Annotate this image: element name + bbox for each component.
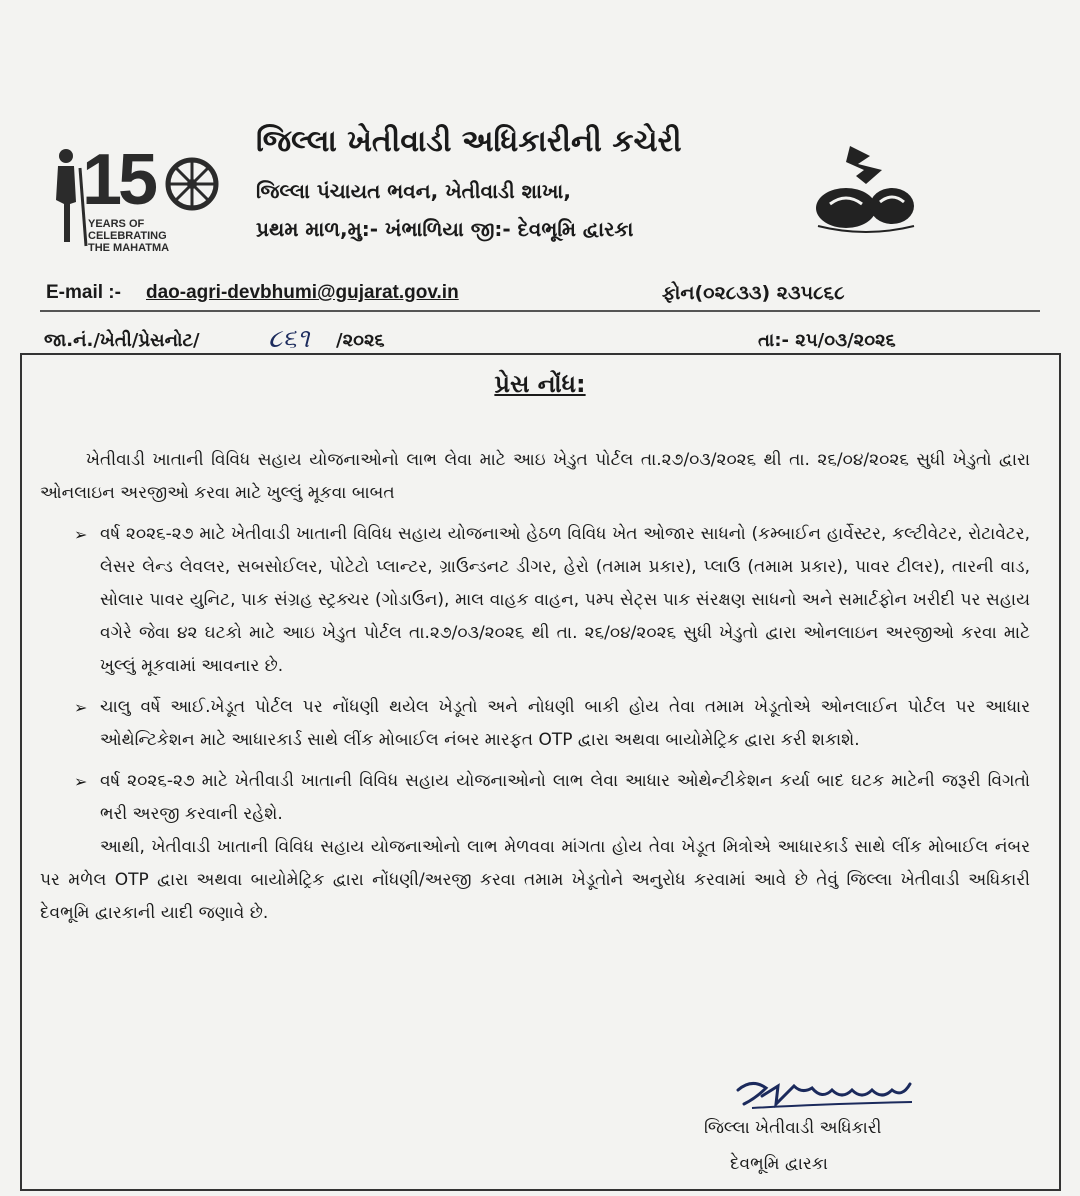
notice-bullet-1: ➢ વર્ષ ૨૦૨૬-૨૭ માટે ખેતીવાડી ખાતાની વિવિધ સહાય યોજનાઓ હેઠળ વિવિધ ખેત ઓજાર સાધનો (કમ્બાઈન હાર્વેસ્ટર, કલ્ટીવેટર, રોટાવેટર, લેસર લેન્ડ લેવલર, સબસોઈલર, પોટેટો પ્લાન્ટર, ગ્રાઉન્ડનટ ડીગર, હેરો (તમામ પ્રકાર), પ્લાઉ (તમામ પ્રકાર), પાવર ટીલર), તારની વાડ, સોલાર પાવર યુનિટ, પાક સંગ્રહ સ્ટ્રક્ચર (ગોડાઉન), માલ વાહક વાહન, પમ્પ સેટ્સ પાક સંરક્ષણ સાધનો અને સમાર્ટફોન ખરીદી પર સહાય વગેરે જેવા ૪૨ ઘટકો માટે આઇ ખેડુત પોર્ટલ તા.૨૭/૦૩/૨૦૨૬ થી તા. ૨૬/૦૪/૨૦૨૬ સુધી ખેડુતો દ્વારા ઓનલાઇન અરજીઓ કરવા માટે ખુલ્લું મૂકવામાં આવનાર છે. <box>100 518 1030 683</box>
header-divider <box>40 310 1040 312</box>
press-note-title: પ્રેસ નોંધ: <box>494 370 586 398</box>
phone-number: ફોન(૦૨૮૩૩) ૨૩૫૮૬૮ <box>662 282 845 304</box>
reference-number-handwritten: ૮૬૧ <box>268 324 310 354</box>
signatory-designation: જિલ્લા ખેતીવાડી અધિકારી <box>704 1118 882 1138</box>
office-title: જિલ્લા ખેતીવાડી અધિકારીની કચેરી <box>256 124 682 159</box>
reference-prefix: જા.નં./ખેતી/પ્રેસનોટ/ <box>44 330 200 351</box>
reference-row <box>44 326 1044 354</box>
office-address-line-2: પ્રથમ માળ,મુ:- ખંભાળિયા જી:- દેવભૂમિ દ્વારકા <box>256 217 634 241</box>
notice-body <box>40 444 1030 930</box>
notice-bullet-2: ➢ ચાલુ વર્ષે આઈ.ખેડૂત પોર્ટલ પર નોંધણી થયેલ ખેડૂતો અને નોધણી બાકી હોય તેવા તમામ ખેડૂતોએ ઓનલાઈન પોર્ટલ પર આધાર ઓથેન્ટિકેશન માટે આધારકાર્ડ સાથે લીંક મોબાઈલ નંબર મારફત OTP દ્વારા અથવા બાયોમેટ્રિક દ્વારા કરી શકાશે. <box>100 691 1030 757</box>
arrow-bullet-icon: ➢ <box>74 525 88 544</box>
notice-bullet-3: ➢ વર્ષ ૨૦૨૬-૨૭ માટે ખેતીવાડી ખાતાની વિવિધ સહાય યોજનાઓનો લાભ લેવા આધાર ઓથેન્ટીકેશન કર્યા બાદ ઘટક માટેની જરૂરી વિગતો ભરી અરજી કરવાની રહેશે. <box>100 765 1030 831</box>
notice-intro: ખેતીવાડી ખાતાની વિવિધ સહાય યોજનાઓનો લાભ લેવા માટે આઇ ખેડુત પોર્ટલ તા.૨૭/૦૩/૨૦૨૬ થી તા. ૨૬/૦૪/૨૦૨૬ સુધી ખેડુતો દ્વારા ઓનલાઇન અરજીઓ કરવા માટે ખુલ્લું મૂકવા બાબત <box>40 450 1030 503</box>
reference-year: /૨૦૨૬ <box>336 330 385 351</box>
gandhi-150-logo <box>40 142 210 262</box>
email-address[interactable]: dao-agri-devbhumi@gujarat.gov.in <box>146 282 459 303</box>
office-header <box>256 124 776 241</box>
email-label: E-mail :- <box>46 282 121 303</box>
notice-closing: આથી, ખેતીવાડી ખાતાની વિવિધ સહાય યોજનાઓનો લાભ મેળવવા માંગતા હોય તેવા ખેડૂત મિત્રોએ આધારકાર્ડ સાથે લીંક મોબાઈલ નંબર પર મળેલ OTP દ્વારા અથવા બાયોમેટ્રિક દ્વારા નોંધણી/અરજી કરવા તમામ ખેડૂતોને અનુરોધ કરવામાં આવે છે તેવું જિલ્લા ખેતીવાડી અધિકારી દેવભૂમિ દ્વારકાની યાદી જણાવે છે. <box>40 837 1030 923</box>
contact-row <box>46 282 1046 306</box>
arrow-bullet-icon: ➢ <box>74 772 88 791</box>
handwritten-signature <box>732 1074 922 1114</box>
charkha-wheel-icon <box>164 156 220 212</box>
notice-date: તા:- ૨૫/૦૩/૨૦૨૬ <box>758 330 896 351</box>
agriculture-emblem-icon <box>796 130 936 240</box>
office-address-line-1: જિલ્લા પંચાયત ભવન, ખેતીવાડી શાખા, <box>256 179 571 203</box>
signature-block <box>670 1074 930 1184</box>
logo-number: 15 <box>82 140 155 220</box>
signatory-place: દેવભૂમિ દ્વારકા <box>730 1154 828 1174</box>
arrow-bullet-icon: ➢ <box>74 698 88 717</box>
logo-caption: YEARS OF CELEBRATING THE MAHATMA <box>88 218 170 254</box>
